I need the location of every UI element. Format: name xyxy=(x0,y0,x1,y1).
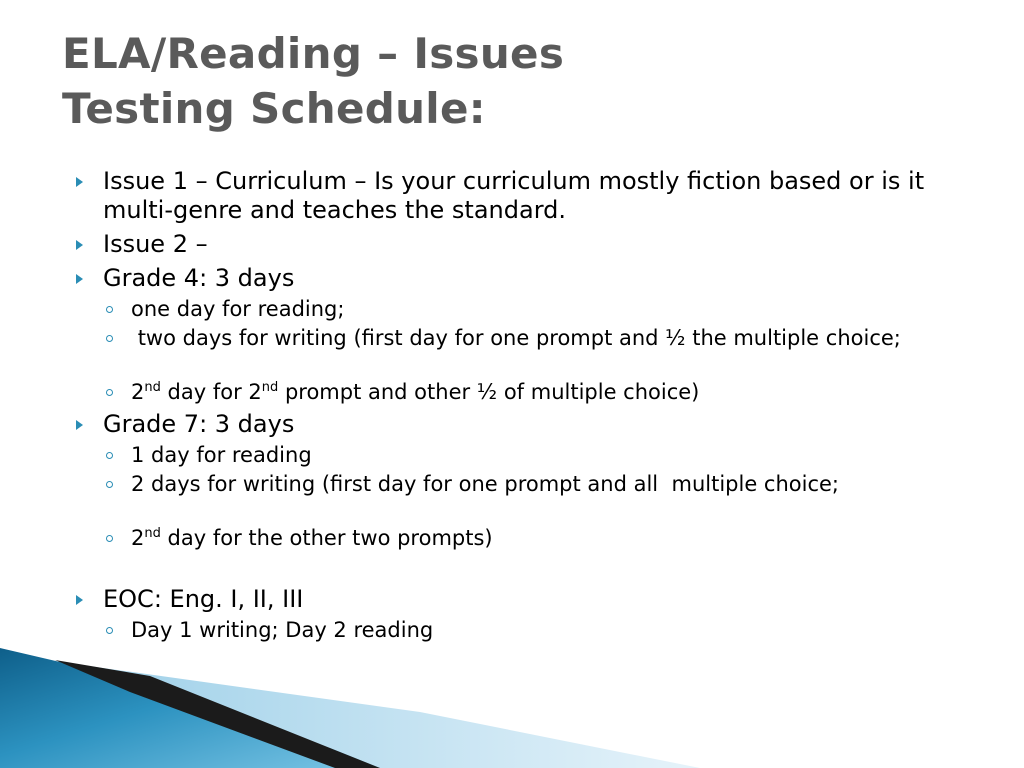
superscript: nd xyxy=(261,380,279,395)
sub-text: two days for writing (first day for one prompt and ½ the multiple choice; xyxy=(131,326,901,350)
sub-text: 2 days for writing (first day for one prompt and all multiple choice; xyxy=(131,472,839,496)
bullet-text: Issue 1 – Curriculum – Is your curriculum mostly fiction based or is it multi-genre and teaches the standard. xyxy=(103,167,925,224)
sub-text-part: day for 2 xyxy=(160,380,262,404)
superscript: nd xyxy=(144,526,161,541)
bullet-text: Grade 7: 3 days xyxy=(103,410,295,438)
bullet-text: EOC: Eng. I, II, III xyxy=(103,585,304,613)
sub-text: 1 day for reading xyxy=(131,443,312,467)
superscript: nd xyxy=(144,380,161,395)
title-line-1: ELA/Reading – Issues xyxy=(62,29,565,78)
title-line-2: Testing Schedule: xyxy=(62,84,486,133)
bullet-text: Issue 2 – xyxy=(103,230,208,258)
sub-text-part: prompt and other ½ of multiple choice) xyxy=(278,380,700,404)
sub-text-part: 2 xyxy=(131,526,145,550)
sub-text-part: 2 xyxy=(131,380,145,404)
sub-text-part: day for the other two prompts) xyxy=(160,526,493,550)
bullet-text: Grade 4: 3 days xyxy=(103,264,295,292)
sub-text: one day for reading; xyxy=(131,297,345,321)
sub-text: Day 1 writing; Day 2 reading xyxy=(131,618,434,642)
